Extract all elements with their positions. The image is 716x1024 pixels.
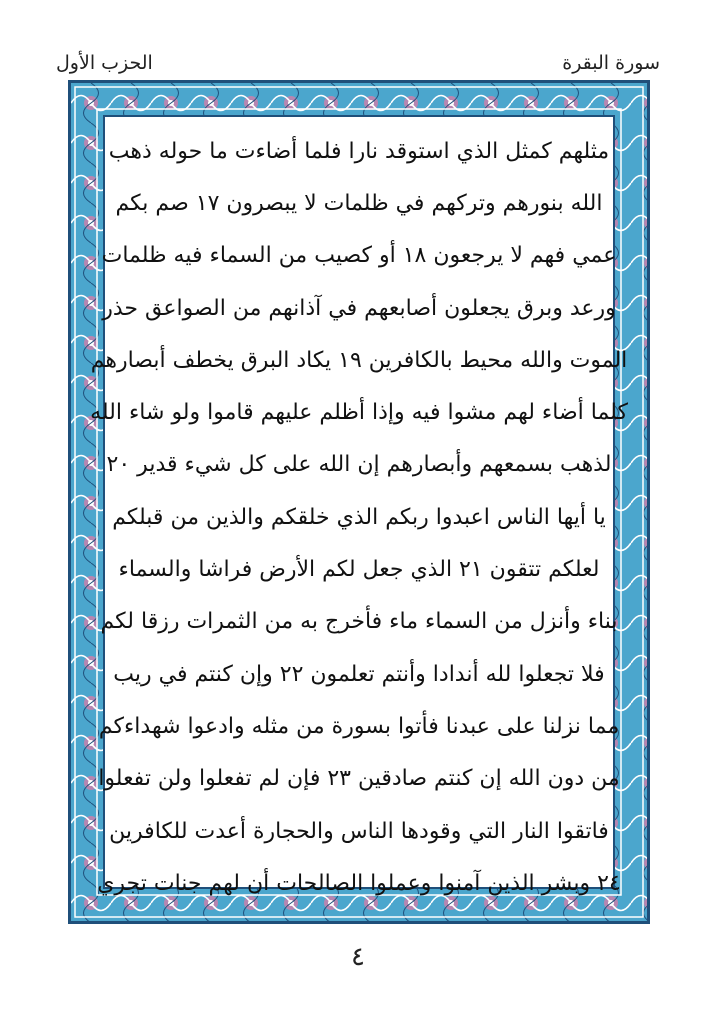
text-line: يا أيها الناس اعبدوا ربكم الذي خلقكم والذين من قبلكم [112,504,606,530]
text-line: فاتقوا النار التي وقودها الناس والحجارة أعدت للكافرين [109,818,609,844]
text-line: كلما أضاء لهم مشوا فيه وإذا أظلم عليهم قاموا ولو شاء الله [90,400,628,426]
text-line: بناء وأنزل من السماء ماء فأخرج به من الثمرات رزقا لكم [100,609,618,635]
text-line: ورعد وبرق يجعلون أصابعهم في آذانهم من الصواعق حذر [102,295,616,321]
text-line: الموت والله محيط بالكافرين ١٩ يكاد البرق يخطف أبصارهم [90,347,628,373]
text-line: مما نزلنا على عبدنا فأتوا بسورة من مثله وادعوا شهداءكم [98,713,620,739]
text-line: ٢٤ وبشر الذين آمنوا وعملوا الصالحات أن لهم جنات تجري [97,870,621,896]
text-line: الله بنورهم وتركهم في ظلمات لا يبصرون ١٧ صم بكم [115,190,603,216]
ornamental-border [68,80,650,924]
text-line: فلا تجعلوا لله أندادا وأنتم تعلمون ٢٢ وإن كنتم في ريب [113,661,605,687]
hizb-label: الحزب الأول [56,52,153,74]
text-line: لذهب بسمعهم وأبصارهم إن الله على كل شيء قدير ٢٠ [106,452,612,478]
page-number: ٤ [351,942,365,972]
text-line: لعلكم تتقون ٢١ الذي جعل لكم الأرض فراشا والسماء [118,557,600,583]
surah-label: سورة البقرة [562,52,660,74]
text-line: عمي فهم لا يرجعون ١٨ أو كصيب من السماء فيه ظلمات [101,243,617,269]
text-panel [90,115,628,896]
text-line: مثلهم كمثل الذي استوقد نارا فلما أضاءت ما حوله ذهب [108,138,610,164]
quran-text [90,125,628,909]
text-line: من دون الله إن كنتم صادقين ٢٣ فإن لم تفعلوا ولن تفعلوا [98,766,620,792]
